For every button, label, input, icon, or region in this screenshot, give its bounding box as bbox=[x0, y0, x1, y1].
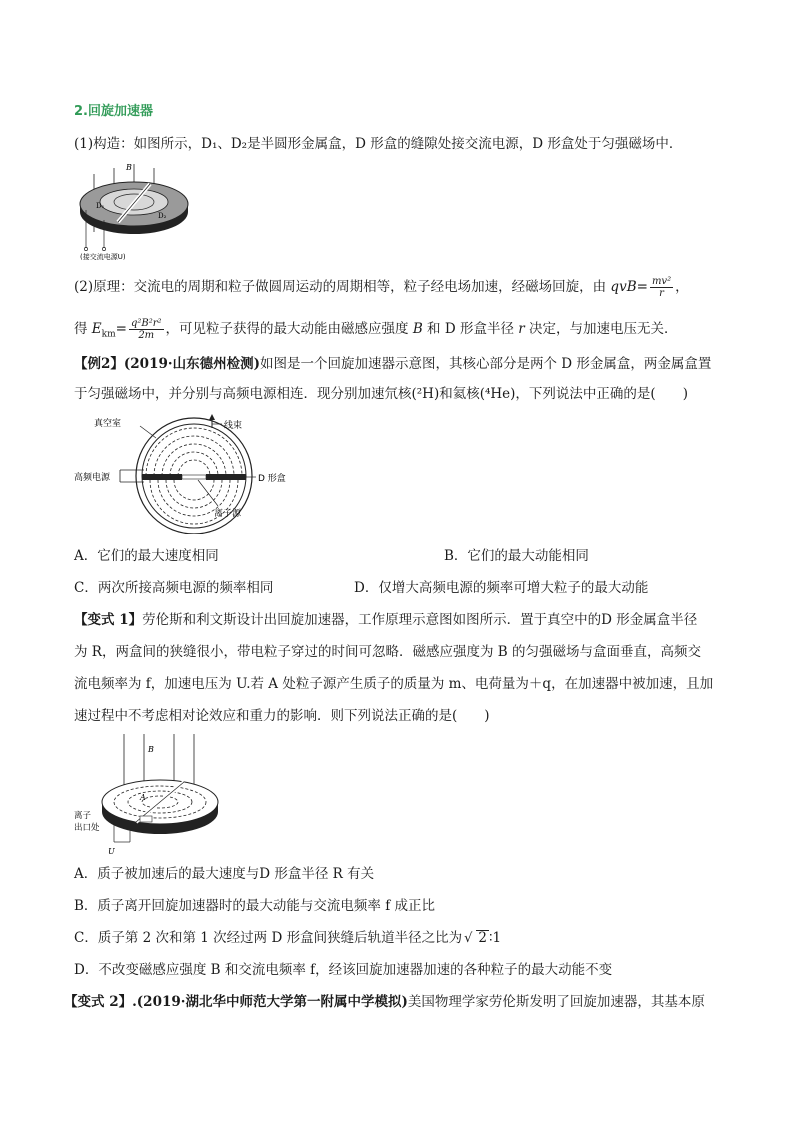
variant2-line-1 bbox=[64, 992, 724, 1012]
example2-option-d: D．仅增大高频电源的频率可增大粒子的最大动能 bbox=[354, 580, 649, 596]
structure-text: (1)构造：如图所示，D₁、D₂是半圆形金属盒，D 形盒的缝隙处接交流电源，D 形盒处于匀强磁场中． bbox=[74, 136, 683, 152]
variant2-tag: 【变式 2】. bbox=[64, 994, 137, 1010]
variant2-source: (2019·湖北华中师范大学第一附属中学模拟) bbox=[136, 994, 408, 1010]
variant1-line-2: 为 R，两盒间的狭缝很小，带电粒子穿过的时间可忽略．磁感应强度为 B 的匀强磁场与盒面垂直，高频交 bbox=[74, 644, 701, 660]
principle-text-b: ，可见粒子获得的最大动能由磁感应强度 bbox=[165, 321, 409, 337]
principle-text-c: 和 D 形盒半径 bbox=[427, 321, 514, 337]
variant1-option-a: A．质子被加速后的最大速度与D 形盒半径 R 有关 bbox=[74, 866, 375, 882]
fig3-label-a: A bbox=[140, 793, 146, 802]
example2-source: (2019·山东德州检测) bbox=[123, 356, 260, 372]
fig1-caption: (接交流电源U) bbox=[80, 253, 126, 260]
variant1-tag: 【变式 1】 bbox=[74, 612, 143, 628]
var-b: B bbox=[412, 321, 423, 337]
variant1-option-d: D．不改变磁感应强度 B 和交流电频率 f，经该回旋加速器加速的各种粒子的最大动能不变 bbox=[74, 962, 613, 978]
fraction-mv2-r bbox=[650, 276, 673, 299]
fig2-label-vacuum: 真空室 bbox=[94, 419, 122, 429]
fig3-label-outlet-1: 离子 bbox=[74, 811, 92, 821]
sqrt-icon: √ bbox=[464, 931, 473, 946]
variant1-text-1: 劳伦斯和利文斯设计出回旋加速器，工作原理示意图如图所示．置于真空中的D 形金属盒半径 bbox=[142, 612, 698, 628]
variant1-option-c-text: C．质子第 2 次和第 1 次经过两 D 形盒间狭缝后轨道半径之比为 bbox=[74, 930, 463, 946]
example2-line-2: 于匀强磁场中，并分别与高频电源相连．现分别加速氘核(²H)和氦核(⁴He)，下列说法中正确的是( ) bbox=[74, 386, 688, 402]
variant1-option-c-ratio: ∶1 bbox=[488, 930, 502, 946]
fig2-label-ion-source: 离子源 bbox=[214, 509, 242, 519]
principle-text-d: 决定，与加速电压无关． bbox=[529, 321, 678, 337]
fig3-label-outlet-2: 出口处 bbox=[74, 823, 100, 833]
fig3-label-u: U bbox=[108, 847, 115, 856]
principle-de: 得 bbox=[74, 321, 88, 337]
fig2-label-power: 高频电源 bbox=[74, 473, 111, 483]
cyclotron-figure-1 bbox=[74, 160, 194, 260]
principle-text-a: (2)原理：交流电的周期和粒子做圆周运动的周期相等，粒子经电场加速，经磁场回旋，由 bbox=[74, 279, 607, 295]
example2-tag: 【例2】 bbox=[74, 356, 124, 372]
variant1-line-4: 速过程中不考虑相对论效应和重力的影响．则下列说法正确的是( ) bbox=[74, 708, 490, 724]
principle-line-2 bbox=[74, 318, 724, 345]
cyclotron-figure-3 bbox=[74, 730, 244, 856]
sqrt-radicand: 2 bbox=[478, 930, 487, 946]
example2-option-b: B．它们的最大动能相同 bbox=[444, 548, 589, 564]
var-r: r bbox=[518, 321, 525, 337]
example2-option-c: C．两次所接高频电源的频率相同 bbox=[74, 580, 274, 596]
ekm-eq: = bbox=[115, 321, 127, 337]
fig2-label-dbox: D 形盒 bbox=[258, 474, 286, 484]
variant1-option-c bbox=[74, 928, 501, 949]
variant1-line-3: 流电频率为 f，加速电压为 U.若 A 处粒子源产生质子的质量为 m、电荷量为＋q，在加速器中被加速，且加 bbox=[74, 676, 714, 692]
principle-eq-qvb: qvB= bbox=[610, 279, 648, 295]
variant2-text-1: 美国物理学家劳伦斯发明了回旋加速器，其基本原 bbox=[407, 994, 705, 1010]
section-heading: 2.回旋加速器 bbox=[74, 104, 153, 119]
ekm-sub: km bbox=[101, 329, 116, 340]
principle-line-1 bbox=[74, 276, 724, 299]
cyclotron-figure-2 bbox=[74, 410, 294, 534]
variant1-line-1 bbox=[74, 610, 724, 630]
fraction-ekm bbox=[129, 318, 164, 341]
principle-end: ， bbox=[675, 279, 689, 295]
fig1-label-b: B bbox=[126, 163, 132, 172]
variant1-option-b: B．质子离开回旋加速器时的最大动能与交流电频率 f 成正比 bbox=[74, 898, 435, 914]
example2-line-1 bbox=[74, 354, 724, 374]
frac-num-2: q²B²r² bbox=[130, 318, 162, 329]
fig3-label-b: B bbox=[148, 745, 154, 754]
frac-den-2: 2m bbox=[138, 330, 155, 341]
ekm-symbol: E bbox=[91, 321, 102, 337]
example2-option-a: A．它们的最大速度相同 bbox=[74, 548, 219, 564]
frac-den: r bbox=[659, 288, 664, 299]
fig2-label-beam: 线束 bbox=[224, 421, 243, 431]
frac-num: mv² bbox=[651, 276, 672, 287]
fig1-label-d1: D₁ bbox=[96, 202, 105, 210]
example2-text-1: 如图是一个回旋加速器示意图，其核心部分是两个 D 形金属盒，两金属盒置 bbox=[259, 356, 712, 372]
fig1-label-d2: D₂ bbox=[158, 212, 167, 220]
